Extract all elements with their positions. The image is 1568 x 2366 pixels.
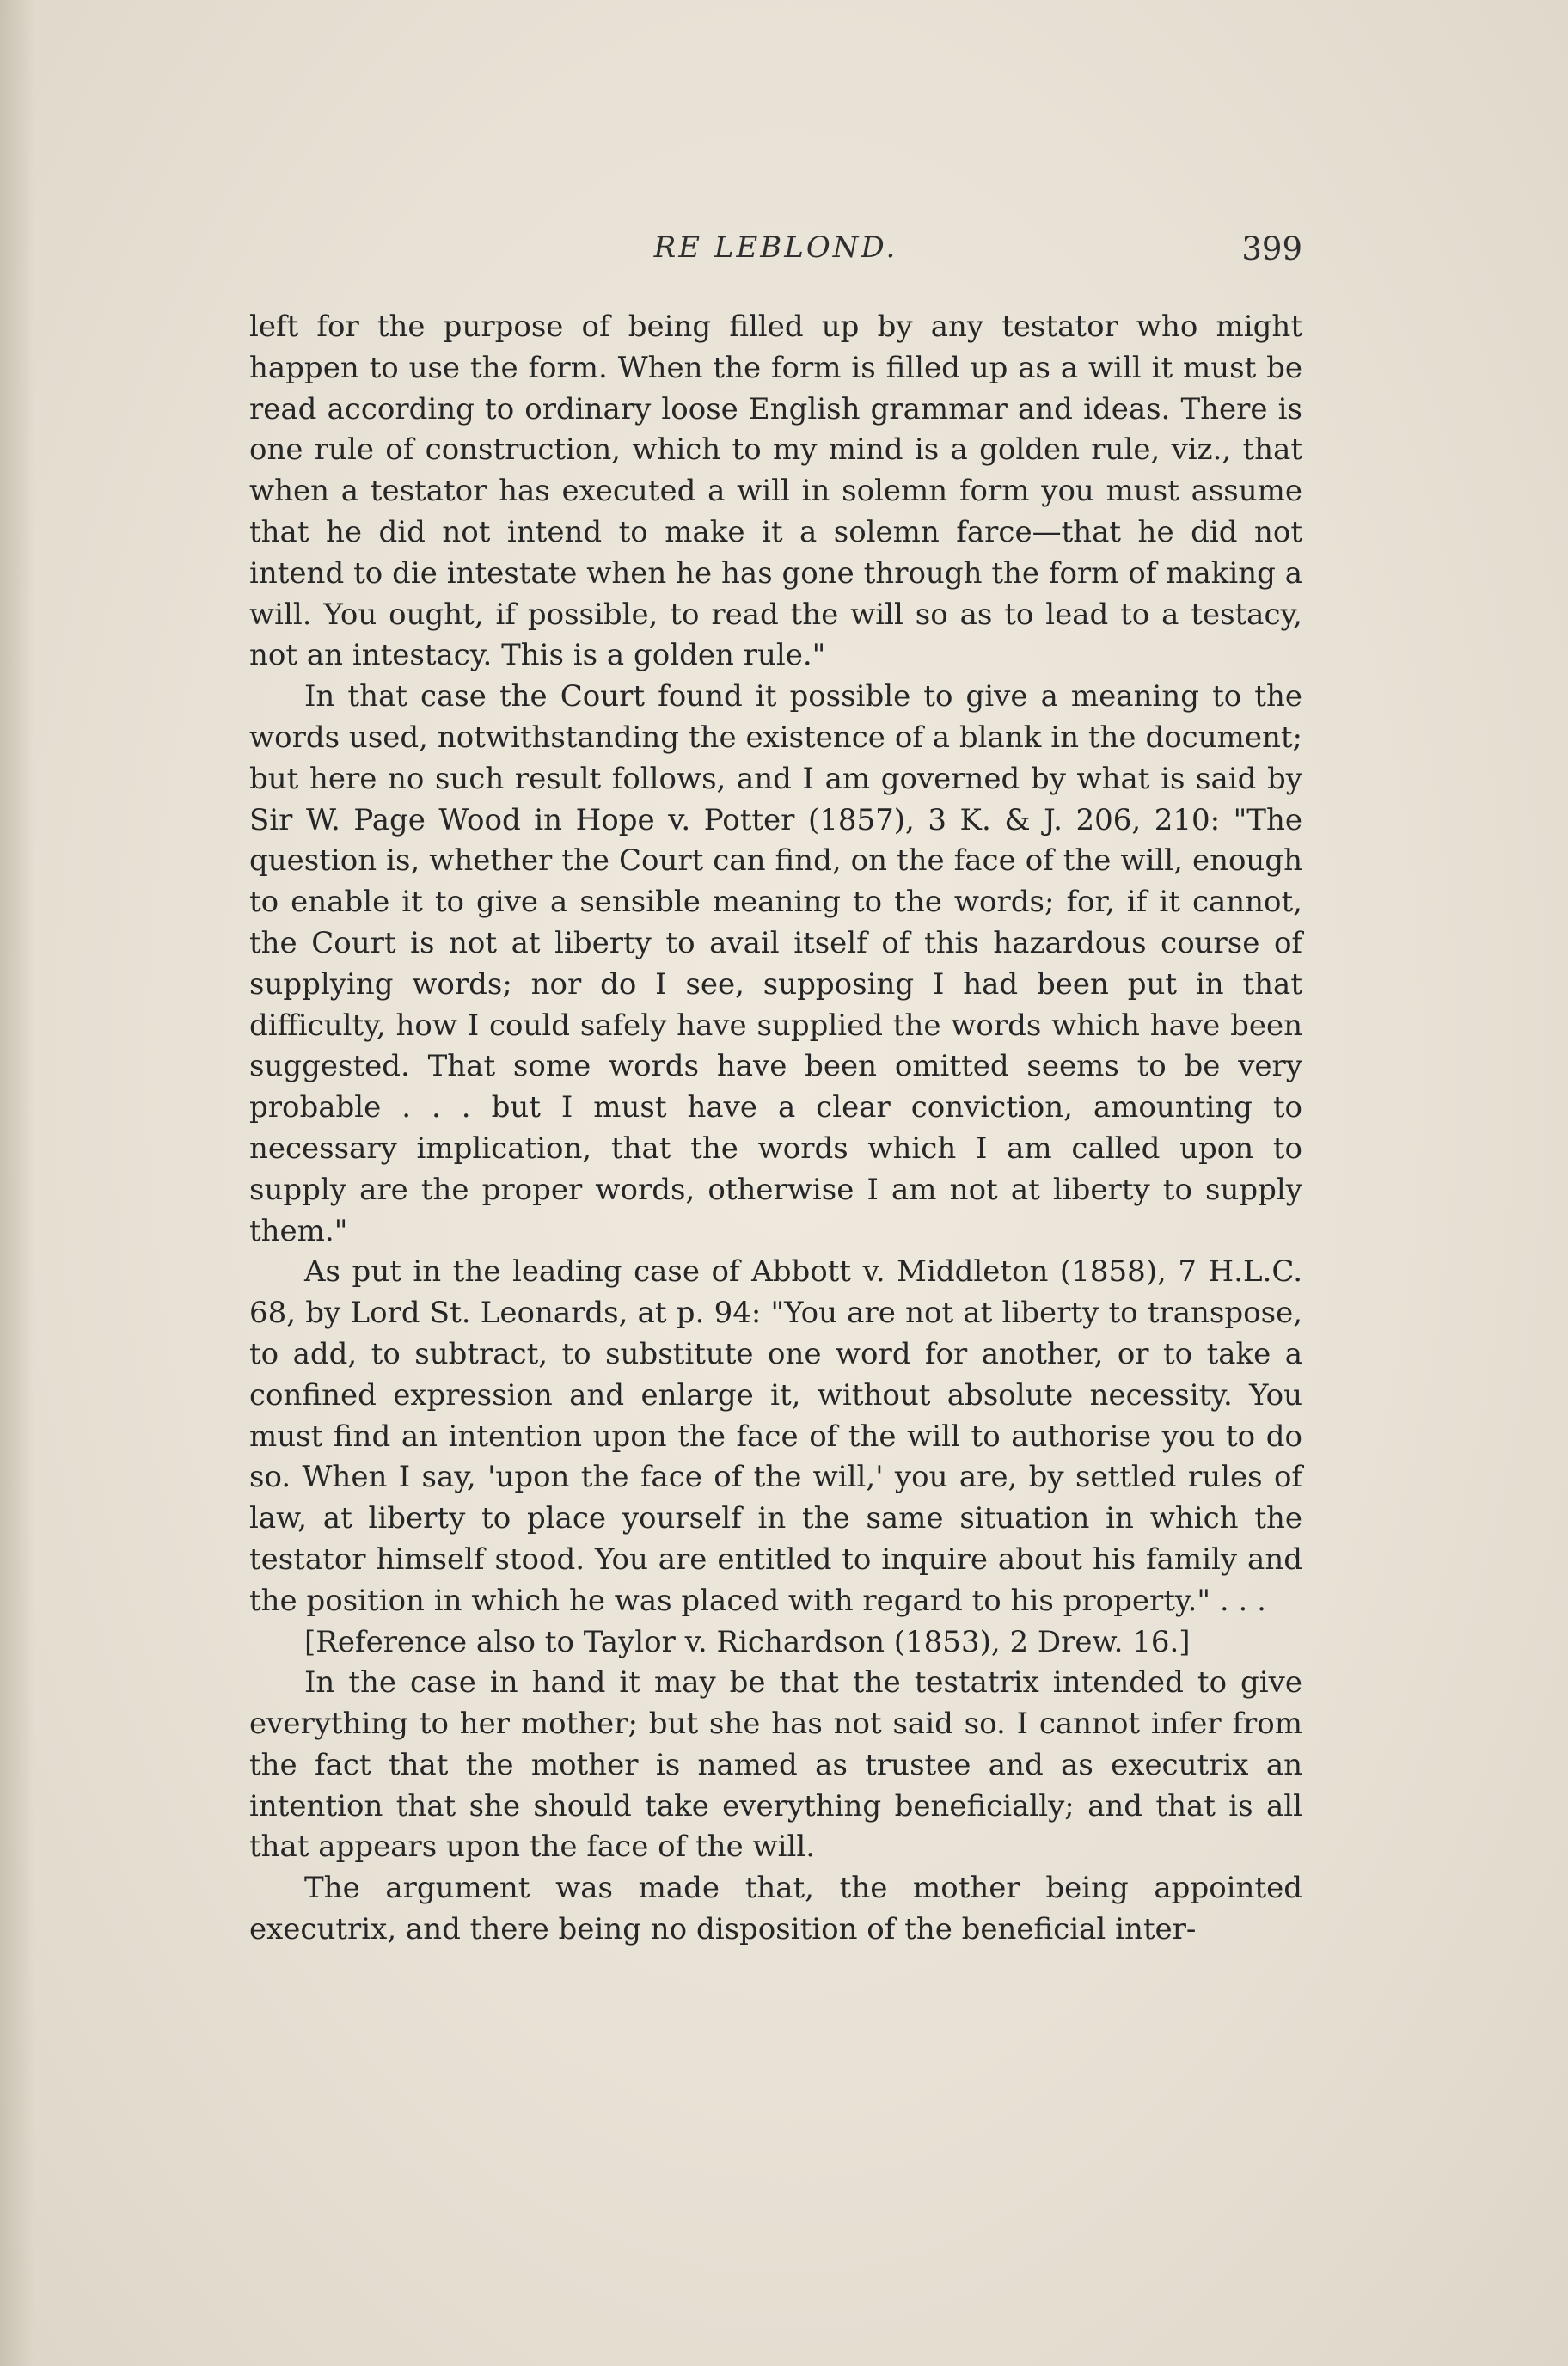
- gutter-shadow: [0, 0, 34, 2366]
- page-header: [249, 230, 1302, 282]
- page-number: 399: [1241, 230, 1302, 267]
- paragraph-1: left for the purpose of being filled up by any testator who might happen to use the form. When the form is filled up as a will it must be read according to ordinary loose English grammar and ideas. There is one rule of construction, which to my mind is a golden rule, viz., that when a testator has executed a will in solemn form you must assume that he did not intend to make it a solemn farce—that he did not intend to die intestate when he has gone through the form of making a will. You ought, if possible, to read the will so as to lead to a testacy, not an intestacy. This is a golden rule.": [249, 310, 1302, 673]
- body-text: [249, 307, 1302, 1951]
- paragraph-3: As put in the leading case of Abbott v. Middleton (1858), 7 H.L.C. 68, by Lord St. Leonards, at p. 94: "You are not at liberty to transpose, to add, to subtract, to substitute one word for another, or to take a confined expression and enlarge it, without absolute necessity. You must find an intention upon the face of the will to authorise you to do so. When I say, 'upon the face of the will,' you are, by settled rules of law, at liberty to place yourself in the same situation in which the testator himself stood. You are entitled to inquire about his family and the position in which he was placed with regard to his property." . . .: [249, 1254, 1302, 1618]
- paragraph-5: In the case in hand it may be that the testatrix intended to give everything to her mother; but she has not said so. I cannot infer from the fact that the mother is named as trustee and as executrix an intention that she should take everything beneficially; and that is all that appears upon the face of the will.: [249, 1665, 1302, 1865]
- paragraph-4: [Reference also to Taylor v. Richardson (1853), 2 Drew. 16.]: [304, 1624, 1191, 1659]
- paragraph-6: The argument was made that, the mother being appointed executrix, and there being no disposition of the beneficial inter-: [249, 1871, 1302, 1947]
- paragraph-2: In that case the Court found it possible to give a meaning to the words used, notwithstanding the existence of a blank in the document; but here no such result follows, and I am governed by what is said by Sir W. Page Wood in Hope v. Potter (1857), 3 K. & J. 206, 210: "The question is, whether the Court can find, on the face of the will, enough to enable it to give a sensible meaning to the words; for, if it cannot, the Court is not at liberty to avail itself of this hazardous course of supplying words; nor do I see, supposing I had been put in that difficulty, how I could safely have supplied the words which have been suggested. That some words have been omitted seems to be very probable . . . but I must have a clear conviction, amounting to necessary implication, that the words which I am called upon to supply are the proper words, otherwise I am not at liberty to supply them.": [249, 679, 1302, 1248]
- running-head: RE LEBLOND.: [653, 230, 898, 265]
